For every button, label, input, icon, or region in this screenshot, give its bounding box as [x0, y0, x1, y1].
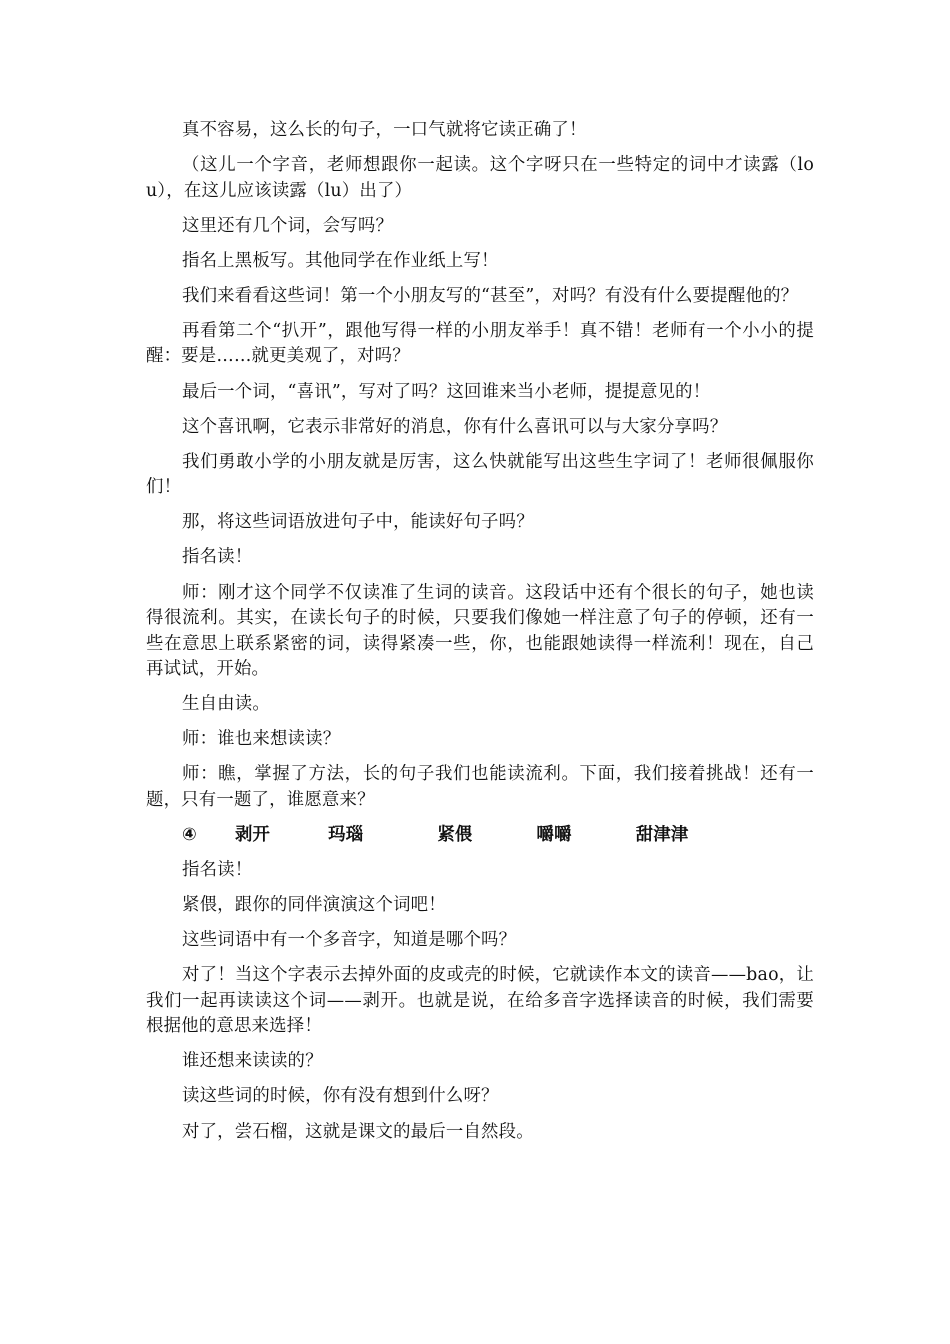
paragraph: 这些词语中有一个多音字，知道是哪个吗？ [182, 930, 517, 951]
paragraph: 真不容易，这么长的句子，一口气就将它读正确了！ [182, 120, 587, 140]
vocabulary-word: 紧偎 [437, 824, 473, 845]
document-body [146, 118, 814, 1155]
paragraph: 指名读！ [182, 860, 253, 880]
paragraph: 生自由读。 [182, 694, 270, 715]
vocabulary-word: 剥开 [234, 824, 271, 845]
paragraph: 这个喜讯啊，它表示非常好的消息，你有什么喜讯可以与大家分享吗？ [182, 416, 728, 437]
paragraph: 那，将这些词语放进句子中，能读好句子吗？ [182, 512, 534, 533]
paragraph: 对了！当这个字表示去掉外面的皮或壳的时候，它就读作本文的读音——bao，让我们一起再读读这个词——剥开。也就是说，在给多音字选择读音的时候，我们需要根据他的意思来选择！ [146, 965, 814, 1037]
vocabulary-word: 嚼嚼 [536, 824, 572, 845]
paragraph: 最后一个词，“喜讯”，写对了吗？这回谁来当小老师，提提意见的！ [182, 381, 711, 402]
vocabulary-word: 玛瑙 [328, 824, 364, 845]
paragraph: 我们来看看这些词！第一个小朋友写的“甚至”，对吗？有没有什么要提醒他的？ [182, 285, 799, 306]
paragraph: 再看第二个“扒开”，跟他写得一样的小朋友举手！真不错！老师有一个小小的提醒：要是……就更美观了，对吗？ [146, 320, 814, 367]
paragraph: 谁还想来读读的？ [182, 1051, 323, 1072]
paragraph: 师：瞧，掌握了方法，长的句子我们也能读流利。下面，我们接着挑战！还有一题，只有一题了，谁愿意来？ [146, 764, 814, 810]
paragraph: 指名上黑板写。其他同学在作业纸上写！ [182, 250, 499, 271]
vocabulary-word-list [146, 823, 814, 849]
paragraph: 师：刚才这个同学不仅读准了生词的读音。这段话中还有个很长的句子，她也读得很流利。其实，在读长句子的时候，只要我们像她一样注意了句子的停顿，还有一些在意思上联系紧密的词，读得紧凑一些，你，也能跟她读得一样流利！现在，自己再试试，开始。 [146, 582, 814, 680]
vocabulary-word: 甜津津 [635, 824, 689, 845]
paragraph: 读这些词的时候，你有没有想到什么呀？ [182, 1086, 499, 1107]
paragraph: 师：谁也来想读读？ [182, 729, 341, 750]
paragraph: 紧偎，跟你的同伴演演这个词吧！ [182, 895, 446, 916]
paragraph: （这儿一个字音，老师想跟你一起读。这个字呀只在一些特定的词中才读露（lou），在这儿应该读露（lu）出了） [146, 155, 814, 201]
paragraph: 指名读！ [182, 547, 253, 568]
paragraph: 对了，尝石榴，这就是课文的最后一自然段。 [182, 1121, 534, 1142]
word-list-number: ④ [182, 824, 197, 845]
paragraph: 我们勇敢小学的小朋友就是厉害，这么快就能写出这些生字词了！老师很佩服你们！ [146, 451, 814, 498]
paragraph: 这里还有几个词，会写吗？ [182, 215, 394, 236]
